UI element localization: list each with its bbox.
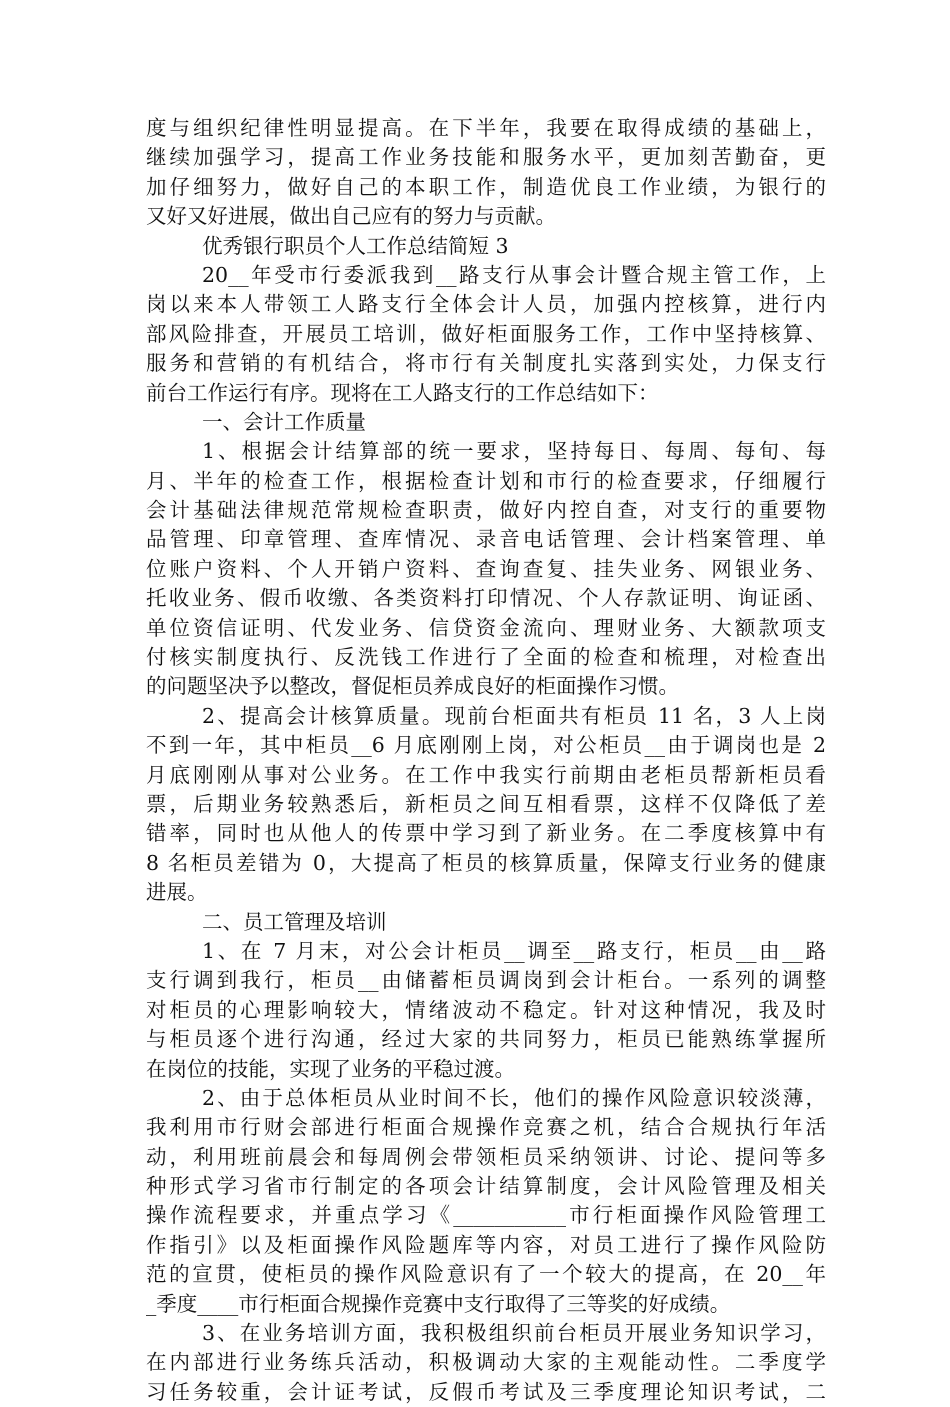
text-line: 岗以来本人带领工人路支行全体会计人员，加强内控核算，进行内 <box>146 292 826 317</box>
text-line: 度与组织纪律性明显提高。在下半年，我要在取得成绩的基础上， <box>146 116 826 140</box>
paragraph-first-line: 2、提高会计核算质量。现前台柜面共有柜员 11 名，3 人上岗 <box>202 703 826 728</box>
text-line: 单位资信证明、代发业务、信贷资金流向、理财业务、大额款项支 <box>146 615 826 640</box>
text-line: 月、半年的检查工作，根据检查计划和市行的检查要求，仔细履行 <box>146 468 826 493</box>
text-line: 托收业务、假币收缴、各类资料打印情况、个人存款证明、询证函、 <box>146 586 826 611</box>
text-line: 票，后期业务较熟悉后，新柜员之间互相看票，这样不仅降低了差 <box>146 791 826 816</box>
paragraph-first-line: 2、由于总体柜员从业时间不长，他们的操作风险意识较淡薄， <box>202 1085 826 1110</box>
text-line: 继续加强学习，提高工作业务技能和服务水平，更加刻苦勤奋，更 <box>146 145 826 170</box>
text-line: 在岗位的技能，实现了业务的平稳过渡。 <box>146 1056 515 1081</box>
paragraph-first-line: 优秀银行职员个人工作总结简短 3 <box>202 233 509 258</box>
text-line: 作指引》以及柜面操作风险题库等内容，对员工进行了操作风险防 <box>146 1232 826 1257</box>
text-line: 种形式学习省市行制定的各项会计结算制度，会计风险管理及相关 <box>146 1174 826 1199</box>
text-line: 的问题坚决予以整改，督促柜员养成良好的柜面操作习惯。 <box>146 674 679 699</box>
text-line: 不到一年，其中柜员__6 月底刚刚上岗，对公柜员__由于调岗也是 2 <box>146 733 826 758</box>
text-line: 对柜员的心理影响较大，情绪波动不稳定。针对这种情况，我及时 <box>146 997 826 1022</box>
text-line: 服务和营销的有机结合，将市行有关制度扎实落到实处，力保支行 <box>146 351 826 376</box>
text-line: 8 名柜员差错为 0，大提高了柜员的核算质量，保障支行业务的健康 <box>146 850 826 875</box>
text-line: 又好又好进展，做出自己应有的努力与贡献。 <box>146 204 556 229</box>
text-line: 加仔细努力，做好自己的本职工作，制造优良工作业绩，为银行的 <box>146 174 826 199</box>
text-line: 进展。 <box>146 880 208 905</box>
text-line: 错率，同时也从他人的传票中学习到了新业务。在二季度核算中有 <box>146 821 826 846</box>
text-line: 前台工作运行有序。现将在工人路支行的工作总结如下： <box>146 380 659 405</box>
text-line: 我利用市行财会部进行柜面合规操作竞赛之机，结合合规执行年活 <box>146 1115 826 1140</box>
text-line: 动，利用班前晨会和每周例会带领柜员采纳领讲、讨论、提问等多 <box>146 1144 826 1169</box>
paragraph-first-line: 二、员工管理及培训 <box>202 909 387 934</box>
text-line: 支行调到我行，柜员__由储蓄柜员调岗到会计柜台。一系列的调整 <box>146 968 826 993</box>
text-line: _季度____市行柜面合规操作竞赛中支行取得了三等奖的好成绩。 <box>146 1291 731 1316</box>
text-line: 部风险排查，开展员工培训，做好柜面服务工作，工作中坚持核算、 <box>146 321 826 346</box>
paragraph-first-line: 20__年受市行委派我到__路支行从事会计暨合规主管工作，上 <box>202 262 826 287</box>
text-line: 月底刚刚从事对公业务。在工作中我实行前期由老柜员帮新柜员看 <box>146 762 826 787</box>
text-line: 会计基础法律规范常规检查职责，做好内控自查，对支行的重要物 <box>146 498 826 523</box>
text-line: 付核实制度执行、反洗钱工作进行了全面的检查和梳理，对检查出 <box>146 645 826 670</box>
text-line: 品管理、印章管理、查库情况、录音电话管理、会计档案管理、单 <box>146 527 826 552</box>
text-line: 与柜员逐个进行沟通，经过大家的共同努力，柜员已能熟练掌握所 <box>146 1027 826 1052</box>
text-line: 范的宣贯，使柜员的操作风险意识有了一个较大的提高，在 20__年 <box>146 1262 826 1287</box>
paragraph-first-line: 3、在业务培训方面，我积极组织前台柜员开展业务知识学习， <box>202 1321 826 1346</box>
paragraph-first-line: 一、会计工作质量 <box>202 409 366 434</box>
text-line: 位账户资料、个人开销户资料、查询查复、挂失业务、网银业务、 <box>146 556 826 581</box>
document-body <box>146 114 826 1407</box>
text-line: 操作流程要求，并重点学习《___________市行柜面操作风险管理工 <box>146 1203 826 1228</box>
paragraph-first-line: 1、根据会计结算部的统一要求，坚持每日、每周、每旬、每 <box>202 439 826 464</box>
text-line: 在内部进行业务练兵活动，积极调动大家的主观能动性。二季度学 <box>146 1350 826 1375</box>
paragraph-first-line: 1、在 7 月末，对公会计柜员__调至__路支行，柜员__由__路 <box>202 938 826 963</box>
text-line: 习任务较重，会计证考试，反假币考试及三季度理论知识考试，二 <box>146 1379 826 1404</box>
